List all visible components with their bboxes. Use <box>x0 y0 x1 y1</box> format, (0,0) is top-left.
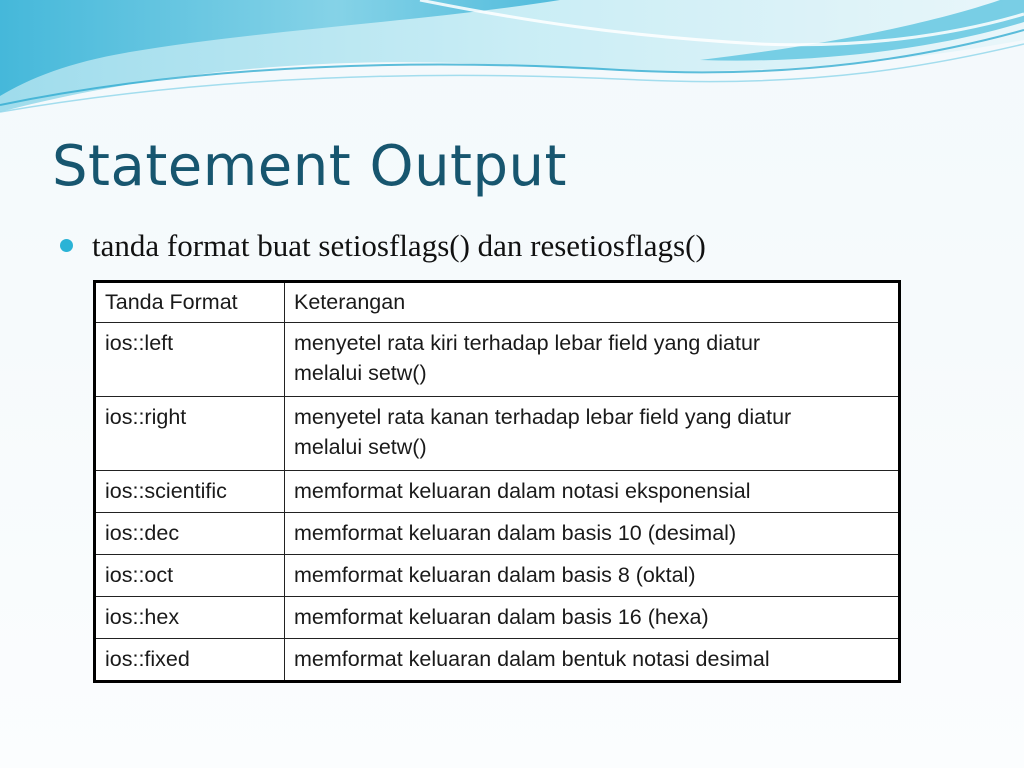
table-header-flag: Tanda Format <box>95 282 285 323</box>
table-row <box>95 397 900 471</box>
description-cell <box>285 323 900 397</box>
description-line: melalui setw() <box>294 361 427 385</box>
description-line: melalui setw() <box>294 435 427 459</box>
slide-title: Statement Output <box>52 134 568 199</box>
table-header-row <box>95 282 900 323</box>
flag-cell: ios::oct <box>95 555 285 597</box>
table-row <box>95 555 900 597</box>
description-cell: memformat keluaran dalam basis 8 (oktal) <box>285 555 900 597</box>
table-row <box>95 639 900 682</box>
flag-cell: ios::hex <box>95 597 285 639</box>
bullet-text: tanda format buat setiosflags() dan resetiosflags() <box>92 228 706 263</box>
table-row <box>95 471 900 513</box>
format-flags-table <box>93 280 901 683</box>
header-wave-decoration <box>0 0 1024 125</box>
flag-cell: ios::left <box>95 323 285 397</box>
description-line: menyetel rata kanan terhadap lebar field yang diatur <box>294 405 792 429</box>
flag-cell: ios::dec <box>95 513 285 555</box>
description-line: menyetel rata kiri terhadap lebar field yang diatur <box>294 331 761 355</box>
description-cell: memformat keluaran dalam basis 10 (desimal) <box>285 513 900 555</box>
flag-cell: ios::right <box>95 397 285 471</box>
table-row <box>95 597 900 639</box>
table-row <box>95 513 900 555</box>
description-cell <box>285 397 900 471</box>
table-row <box>95 323 900 397</box>
bullet-dot-icon <box>60 239 73 252</box>
description-cell: memformat keluaran dalam notasi eksponensial <box>285 471 900 513</box>
table-header-description: Keterangan <box>285 282 900 323</box>
description-cell: memformat keluaran dalam bentuk notasi desimal <box>285 639 900 682</box>
flag-cell: ios::fixed <box>95 639 285 682</box>
flag-cell: ios::scientific <box>95 471 285 513</box>
description-cell: memformat keluaran dalam basis 16 (hexa) <box>285 597 900 639</box>
bullet-item <box>60 224 706 268</box>
